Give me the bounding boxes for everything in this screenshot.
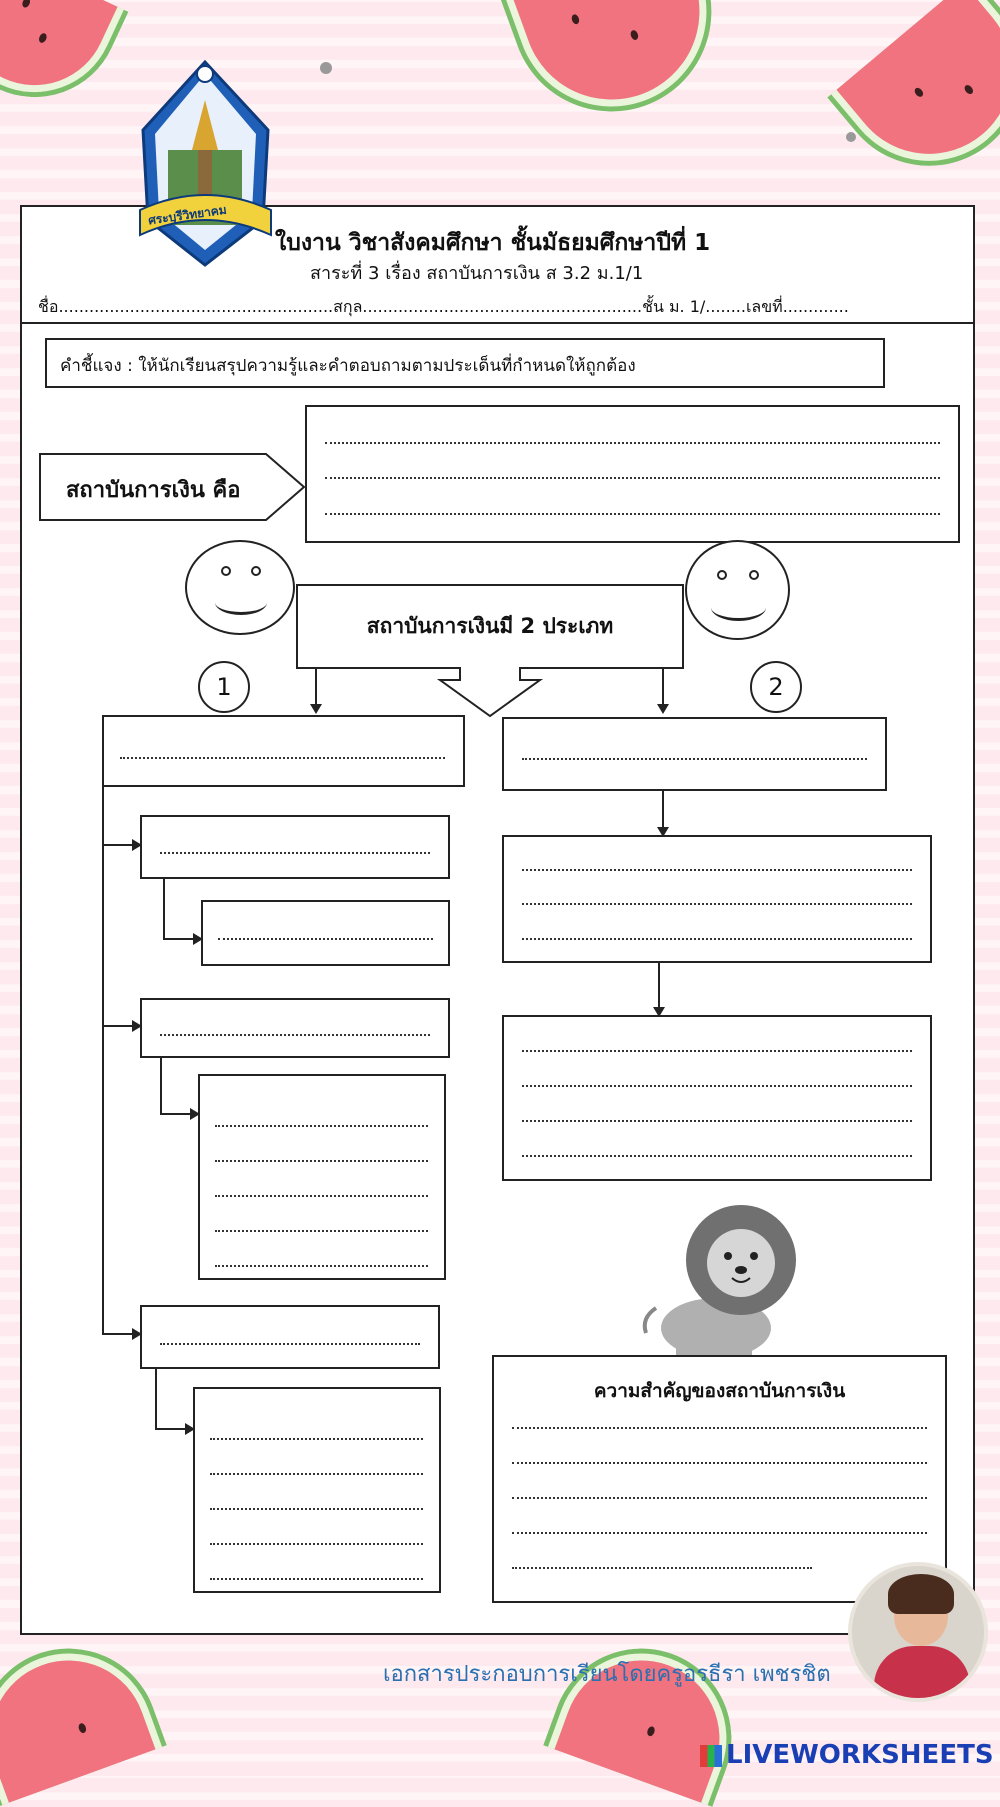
arrow-down (662, 668, 664, 712)
watermelon-decoration-icon (0, 0, 128, 125)
answer-line[interactable] (160, 1034, 430, 1036)
liveworksheets-brand (700, 1740, 994, 1770)
answer-line[interactable] (160, 1343, 420, 1345)
dot-decoration (320, 62, 332, 74)
answer-line[interactable] (210, 1473, 423, 1475)
answer-line[interactable] (218, 938, 433, 940)
watermelon-decoration-icon (543, 1623, 757, 1807)
answer-line[interactable] (522, 1155, 912, 1157)
answer-line[interactable] (215, 1125, 428, 1127)
types-label: สถาบันการเงินมี 2 ประเภท (366, 614, 614, 638)
arrow-down (315, 668, 317, 712)
smiley-face-icon (185, 540, 295, 635)
subtype-box (140, 998, 450, 1058)
answer-line[interactable] (522, 758, 867, 760)
arrow-down (658, 963, 660, 1015)
answer-line[interactable] (325, 477, 940, 479)
answer-line[interactable] (210, 1438, 423, 1440)
watermelon-decoration-icon (0, 1623, 167, 1807)
footer-credit: เอกสารประกอบการเรียนโดยครูอรธีรา เพชรชิต (383, 1662, 831, 1687)
importance-title: ความสำคัญของสถาบันการเงิน (593, 1380, 846, 1402)
subtype-box (140, 1305, 440, 1369)
worksheet-subtitle: สาระที่ 3 เรื่อง สถาบันการเงิน ส 3.2 ม.1/1 (310, 263, 644, 284)
instruction-text: คำชี้แจง : ให้นักเรียนสรุปความรู้และคำตอบถามตามประเด็นที่กำหนดให้ถูกต้อง (60, 356, 636, 376)
answer-line[interactable] (325, 513, 940, 515)
answer-line[interactable] (160, 852, 430, 854)
teacher-avatar (848, 1562, 988, 1702)
answer-line[interactable] (522, 938, 912, 940)
answer-line[interactable] (215, 1265, 428, 1267)
definition-label: สถาบันการเงิน คือ (66, 478, 241, 503)
answer-line[interactable] (215, 1230, 428, 1232)
arrow-right (163, 938, 201, 940)
type2-detail-box (502, 835, 932, 963)
type-number-1: 1 (198, 661, 250, 713)
brand-text: LIVEWORKSHEETS (726, 1740, 994, 1770)
answer-line[interactable] (215, 1195, 428, 1197)
arrow-right (102, 844, 140, 846)
type-number-2: 2 (750, 661, 802, 713)
smiley-face-icon (685, 540, 790, 640)
arrow-right (160, 1113, 198, 1115)
answer-line[interactable] (512, 1497, 927, 1499)
subtype-box (140, 815, 450, 879)
answer-line[interactable] (120, 757, 445, 759)
school-logo (138, 60, 273, 270)
worksheet-title: ใบงาน วิชาสังคมศึกษา ชั้นมัธยมศึกษาปีที่ 1 (275, 230, 711, 256)
answer-line[interactable] (210, 1543, 423, 1545)
answer-line[interactable] (512, 1427, 927, 1429)
answer-line[interactable] (512, 1532, 927, 1534)
detail-box (198, 1074, 446, 1280)
answer-line[interactable] (522, 1050, 912, 1052)
answer-line[interactable] (512, 1567, 812, 1569)
type2-name-box (502, 717, 887, 791)
types-callout-box (295, 583, 685, 718)
type1-name-box (102, 715, 465, 787)
connector-line (160, 1058, 162, 1114)
student-info-line: ชื่อ......................................................สกุล.......................................................ชั้น ม. 1/........เลขที่............. (38, 297, 849, 316)
answer-line[interactable] (512, 1462, 927, 1464)
answer-line[interactable] (210, 1578, 423, 1580)
arrow-right (102, 1025, 140, 1027)
definition-answer-box (305, 405, 960, 543)
connector-line (102, 787, 104, 1335)
detail-box (201, 900, 450, 966)
school-logo-text: ศระบุรีวิทยาคม (147, 202, 228, 228)
arrow-down (662, 791, 664, 835)
watermelon-decoration-icon (500, 0, 739, 140)
arrow-right (102, 1333, 140, 1335)
answer-line[interactable] (522, 869, 912, 871)
answer-line[interactable] (210, 1508, 423, 1510)
answer-line[interactable] (522, 1085, 912, 1087)
answer-line[interactable] (325, 442, 940, 444)
answer-line[interactable] (522, 903, 912, 905)
arrow-right (155, 1428, 193, 1430)
connector-line (155, 1369, 157, 1429)
dot-decoration (846, 132, 856, 142)
answer-line[interactable] (215, 1160, 428, 1162)
answer-line[interactable] (522, 1120, 912, 1122)
header-divider (20, 322, 975, 324)
lion-cartoon-icon (636, 1198, 816, 1358)
watermelon-decoration-icon (827, 0, 1000, 205)
brand-logo-icon (700, 1745, 722, 1767)
connector-line (163, 879, 165, 939)
detail-box (193, 1387, 441, 1593)
